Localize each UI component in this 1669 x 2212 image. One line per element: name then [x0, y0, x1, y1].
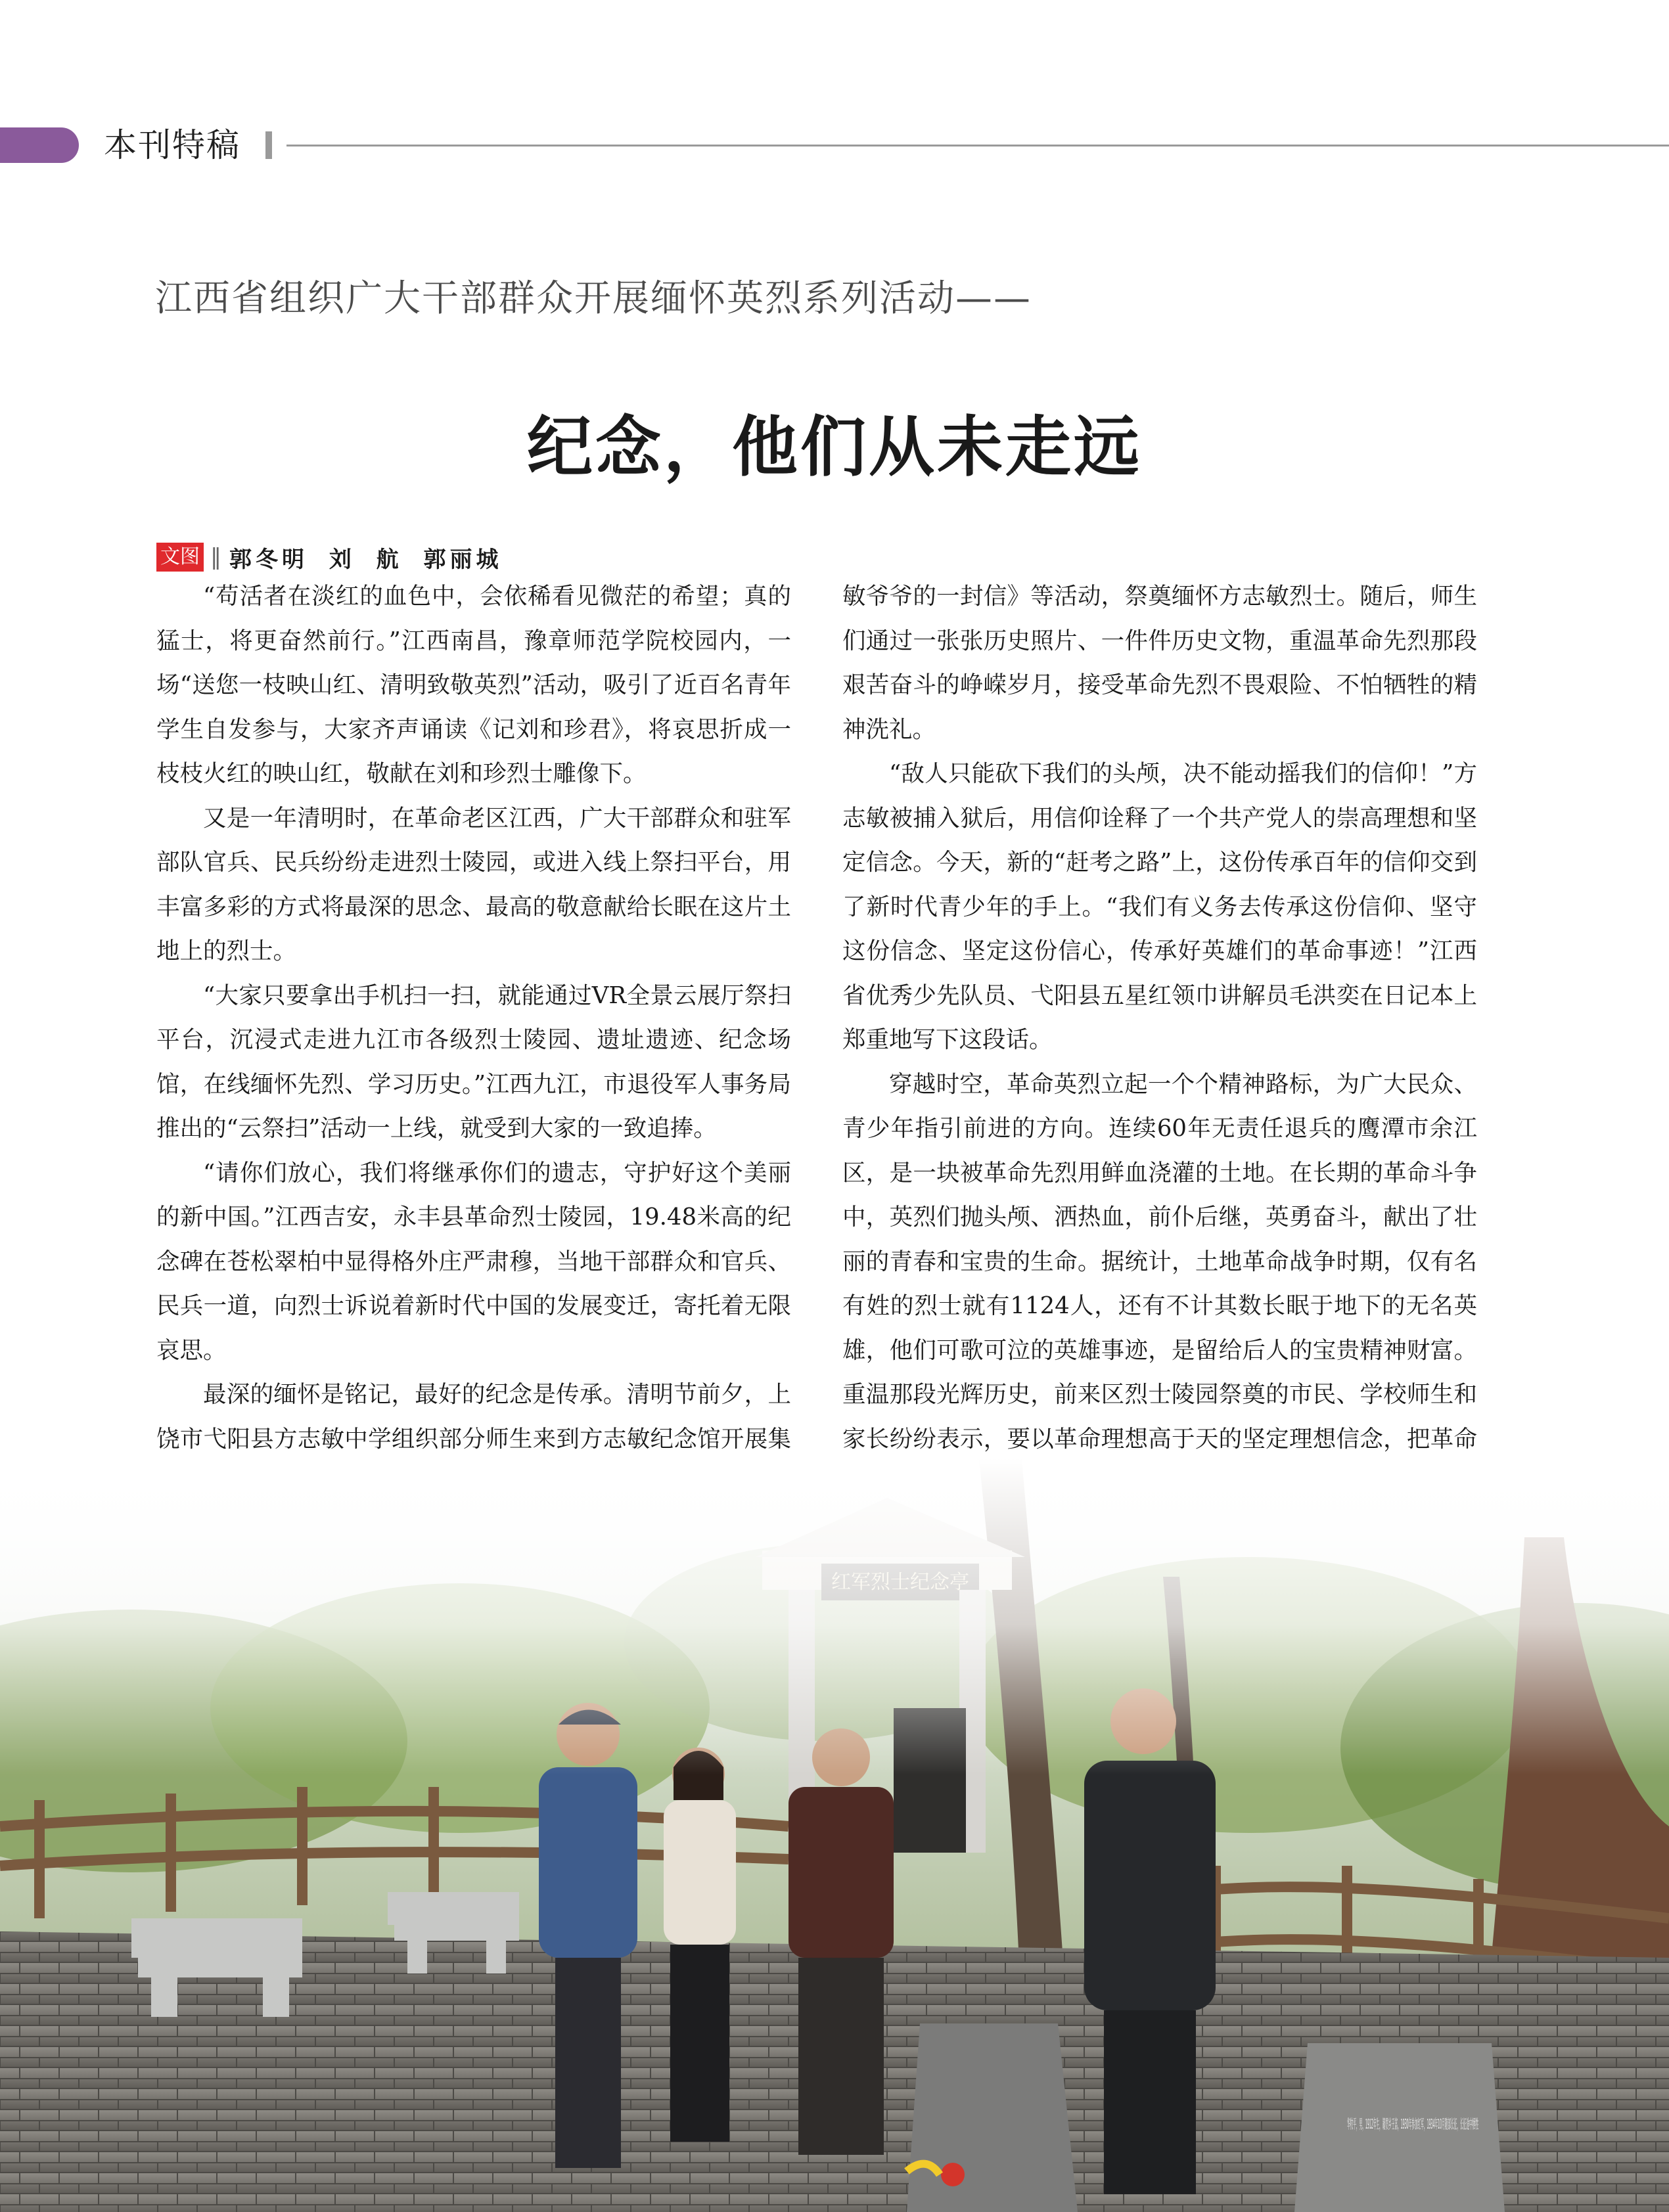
article-kicker: 江西省组织广大干部群众开展缅怀英烈系列活动——	[155, 277, 1032, 320]
article-title: 纪念，他们从未走远	[527, 409, 1142, 485]
article-column-right	[842, 574, 1477, 1506]
paragraph: “敌人只能砍下我们的头颅，决不能动摇我们的信仰！”方志敏被捕入狱后，用信仰诠释了一个共产党人的崇高理想和坚定信念。今天，新的“赶考之路”上，这份传承百年的信仰交到了新时代青少年的手上。“我们有义务去传承这份信仰、坚守这份信念、坚定这份信心，传承好英雄们的革命事迹！”江西省优秀少先队员、弋阳县五星红领巾讲解员毛洪奕在日记本上郑重地写下这段话。	[842, 760, 1477, 1053]
paragraph: “请你们放心，我们将继承你们的遗志，守护好这个美丽的新中国。”江西吉安，永丰县革命烈士陵园，19.48米高的纪念碑在苍松翠柏中显得格外庄严肃穆，当地干部群众和官兵、民兵一道，向烈士诉说着新时代中国的发展变迁，寄托着无限哀思。	[156, 1159, 791, 1364]
memorial-photo	[0, 1458, 1669, 2212]
paragraph: 又是一年清明时，在革命老区江西，广大干部群众和驻军部队官兵、民兵纷纷走进烈士陵园，或进入线上祭扫平台，用丰富多彩的方式将最深的思念、最高的敬意献给长眠在这片土地上的烈士。	[156, 804, 791, 964]
section-header	[0, 122, 1669, 168]
paragraph	[842, 1062, 1477, 1506]
paragraph: 最深的缅怀是铭记，最好的纪念是传承。清明节前夕，上饶市弋阳县方志敏中学组织部分师生来到方志敏纪念馆开展集	[156, 1381, 791, 1453]
byline-authors: 郭冬明 刘 航 郭丽城	[229, 546, 503, 573]
byline-tag: 文图	[156, 543, 204, 572]
paragraph-continued: 敏爷爷的一封信》等活动，祭奠缅怀方志敏烈士。随后，师生们通过一张张历史照片、一件件历史文物，重温革命先烈那段艰苦奋斗的峥嵘岁月，接受革命先烈不畏艰险、不怕牺牲的精神洗礼。	[842, 583, 1477, 743]
paragraph-text: 穿越时空，革命英烈立起一个个精神路标，为广大民众、青少年指引前进的方向。连续60年无责任退兵的鹰潭市余江区，是一块被革命先烈用鲜血浇灌的土地。在长期的革命斗争中，英烈们抛头颅、洒热血，前仆后继，英勇奋斗，献出了壮丽的青春和宝贵的生命。据统计，土地革命战争时期，仅有名有姓的烈士就有1124人，还有不计其数长眠于地下的无名英雄，他们可歌可泣的英雄事迹，是留给后人的宝贵精神财富。重温那段光辉历史，前来区烈士陵园祭奠的市民、学校师生和家长纷纷表示，要以革命理想高于天的坚定理想信念，把革命	[842, 1070, 1477, 1453]
section-label: 本刊特稿	[104, 126, 240, 164]
byline	[156, 540, 503, 574]
paragraph: “苟活者在淡红的血色中，会依稀看见微茫的希望；真的猛士，将更奋然前行。”江西南昌，豫章师范学院校园内，一场“送您一枝映山红、清明致敬英烈”活动，吸引了近百名青年学生自发参与，大家齐声诵读《记刘和珍君》，将哀思折成一枝枝火红的映山红，敬献在刘和珍烈士雕像下。	[156, 583, 791, 787]
byline-separator: ‖	[210, 544, 221, 570]
paragraph: “大家只要拿出手机扫一扫，就能通过VR全景云展厅祭扫平台，沉浸式走进九江市各级烈士陵园、遗址遗迹、纪念场馆，在线缅怀先烈、学习历史。”江西九江，市退役军人事务局推出的“云祭扫”活动一上线，就受到大家的一致追捧。	[156, 982, 791, 1142]
header-rule	[286, 145, 1669, 147]
section-pill	[0, 127, 79, 163]
section-bar	[265, 131, 272, 159]
memorial-photo-illustration	[0, 1458, 1669, 2212]
article-column-left	[156, 574, 791, 1506]
